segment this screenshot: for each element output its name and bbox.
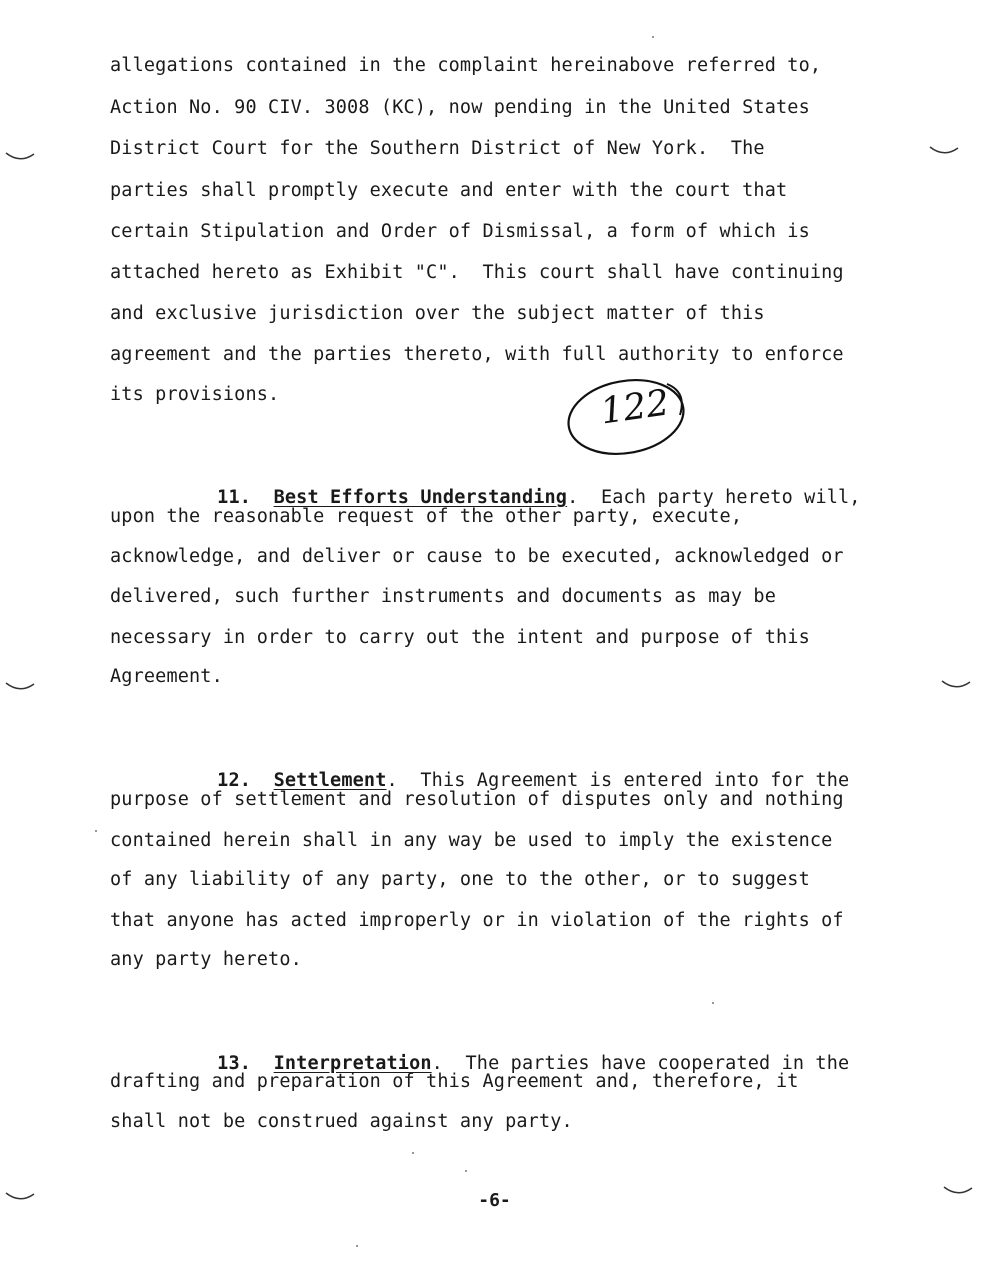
text-line: agreement and the parties thereto, with full authority to enforce (110, 344, 844, 365)
handwritten-number: 122 (598, 382, 672, 433)
scan-speck (356, 1245, 358, 1247)
text-line: necessary in order to carry out the intent and purpose of this (110, 627, 810, 648)
text-line: shall not be construed against any party. (110, 1111, 573, 1132)
text-line: its provisions. (110, 384, 280, 405)
section-first-line: . This Agreement is entered into for the (386, 770, 850, 791)
section-heading: Interpretation (273, 1053, 432, 1074)
text-line: drafting and preparation of this Agreement and, therefore, it (110, 1071, 799, 1092)
text-line: of any liability of any party, one to the other, or to suggest (110, 869, 810, 890)
scan-speck (95, 830, 97, 832)
page-number: -6- (478, 1190, 511, 1211)
binding-mark-icon (926, 144, 962, 158)
section-first-line: . Each party hereto will, (567, 487, 861, 508)
text-line: acknowledge, and deliver or cause to be executed, acknowledged or (110, 546, 844, 567)
scan-speck (652, 36, 654, 38)
scan-speck (412, 1152, 414, 1154)
text-line: Action No. 90 CIV. 3008 (KC), now pending in the United States (110, 97, 810, 118)
text-line: any party hereto. (110, 949, 302, 970)
text-line: allegations contained in the complaint hereinabove referred to, (110, 55, 822, 76)
text-line: upon the reasonable request of the other party, execute, (110, 506, 743, 527)
scan-speck (465, 1170, 467, 1172)
text-line: contained herein shall in any way be used to imply the existence (110, 830, 833, 851)
text-line: attached hereto as Exhibit "C". This court shall have continuing (110, 262, 844, 283)
text-line: delivered, such further instruments and documents as may be (110, 586, 776, 607)
section-heading: Best Efforts Understanding (273, 487, 568, 508)
section-number: 12. (217, 770, 252, 791)
binding-mark-icon (4, 1190, 40, 1204)
section-heading: Settlement (273, 770, 387, 791)
binding-mark-icon (4, 150, 40, 164)
text-line: parties shall promptly execute and enter with the court that (110, 180, 788, 201)
binding-mark-icon (940, 1184, 976, 1198)
binding-mark-icon (4, 680, 40, 694)
section-first-line: . The parties have cooperated in the (431, 1053, 850, 1074)
scan-speck (712, 1002, 714, 1004)
text-line: that anyone has acted improperly or in violation of the rights of (110, 910, 844, 931)
text-line: District Court for the Southern District of New York. The (110, 138, 765, 159)
text-line: and exclusive jurisdiction over the subject matter of this (110, 303, 765, 324)
section-number: 13. (217, 1053, 252, 1074)
section-number: 11. (217, 487, 252, 508)
text-line: certain Stipulation and Order of Dismissal, a form of which is (110, 221, 810, 242)
text-line: Agreement. (110, 666, 223, 687)
text-line: purpose of settlement and resolution of disputes only and nothing (110, 789, 844, 810)
binding-mark-icon (938, 678, 974, 692)
